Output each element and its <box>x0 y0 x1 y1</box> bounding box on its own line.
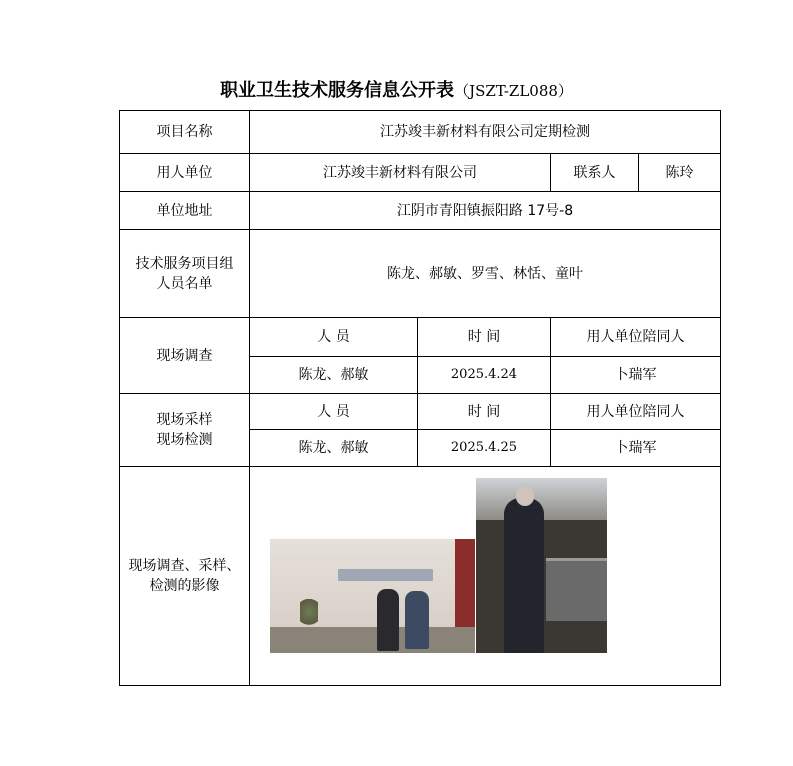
address-label: 单位地址 <box>120 192 250 230</box>
row-project-name <box>120 111 721 154</box>
survey-col-escort: 用人单位陪同人 <box>551 318 721 357</box>
images-label: 现场调查、采样、检测的影像 <box>120 467 250 686</box>
sampling-photo <box>476 478 607 653</box>
project-name-value: 江苏竣丰新材料有限公司定期检测 <box>250 111 721 154</box>
sampling-col-time: 时 间 <box>418 394 551 430</box>
team-value: 陈龙、郝敏、罗雪、林恬、童叶 <box>250 230 721 318</box>
row-team <box>120 230 721 318</box>
images-cell <box>250 467 721 686</box>
survey-date: 2025.4.24 <box>418 357 551 394</box>
form-code: （JSZT-ZL088） <box>454 82 573 100</box>
person-graphic <box>377 589 399 651</box>
info-table <box>119 110 721 686</box>
door-graphic <box>455 539 475 627</box>
sampling-date: 2025.4.25 <box>418 430 551 467</box>
contact-value: 陈玲 <box>639 154 721 192</box>
address-value: 江阴市青阳镇振阳路 17号-8 <box>250 192 721 230</box>
worker-graphic <box>504 498 544 653</box>
contact-label: 联系人 <box>551 154 639 192</box>
machine-graphic <box>546 558 607 621</box>
survey-label: 现场调查 <box>120 318 250 394</box>
employer-label: 用人单位 <box>120 154 250 192</box>
team-label: 技术服务项目组人员名单 <box>120 230 250 318</box>
sampling-escort: 卜瑞军 <box>551 430 721 467</box>
project-name-label: 项目名称 <box>120 111 250 154</box>
photo-area <box>250 468 720 685</box>
person-graphic <box>405 591 429 649</box>
survey-escort: 卜瑞军 <box>551 357 721 394</box>
sampling-col-escort: 用人单位陪同人 <box>551 394 721 430</box>
employer-value: 江苏竣丰新材料有限公司 <box>250 154 551 192</box>
worker-head-graphic <box>516 486 534 506</box>
sampling-staff: 陈龙、郝敏 <box>250 430 418 467</box>
survey-col-time: 时 间 <box>418 318 551 357</box>
row-address <box>120 192 721 230</box>
sampling-label: 现场采样现场检测 <box>120 394 250 467</box>
row-employer <box>120 154 721 192</box>
sampling-col-staff: 人 员 <box>250 394 418 430</box>
survey-col-staff: 人 员 <box>250 318 418 357</box>
company-sign-graphic <box>338 569 433 581</box>
row-survey-header <box>120 318 721 357</box>
survey-staff: 陈龙、郝敏 <box>250 357 418 394</box>
row-images <box>120 467 721 686</box>
page-title <box>0 76 793 102</box>
row-sampling-header <box>120 394 721 430</box>
survey-photo <box>270 539 475 653</box>
plant-graphic <box>300 599 318 631</box>
title-text: 职业卫生技术服务信息公开表 <box>220 80 455 101</box>
